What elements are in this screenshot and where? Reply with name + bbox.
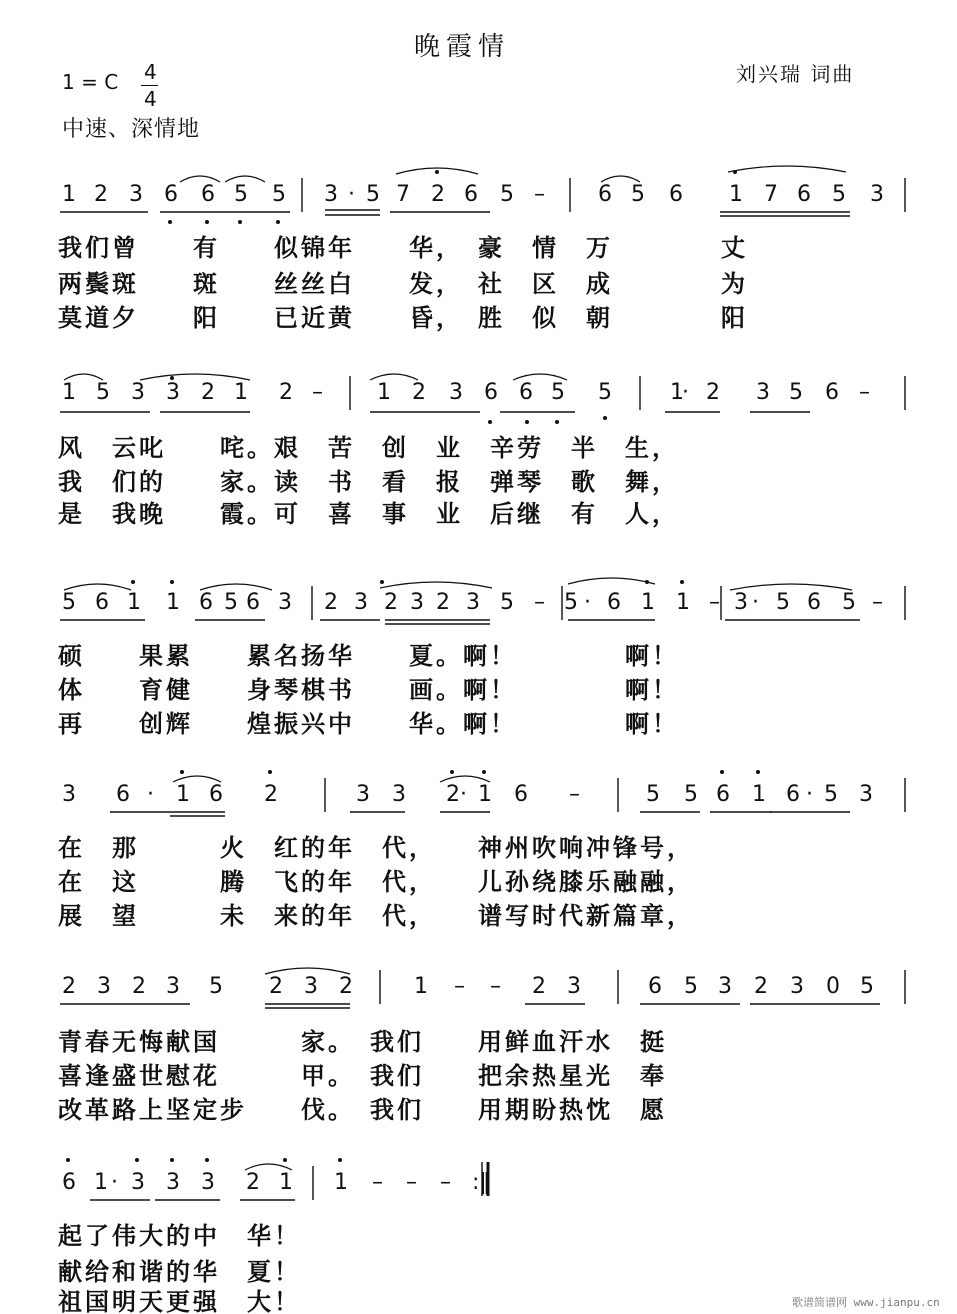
note: 6	[209, 782, 223, 807]
note: 3	[410, 590, 424, 615]
note: 2	[62, 974, 76, 999]
dash-mark: –	[709, 590, 720, 615]
note: 6	[484, 380, 498, 405]
note: 6	[669, 182, 683, 207]
note: 5	[776, 590, 790, 615]
note: 6	[519, 380, 533, 405]
note: 2	[279, 380, 293, 405]
slur	[380, 582, 492, 588]
octave-dot	[170, 580, 174, 584]
note: 2	[94, 182, 108, 207]
note: 2	[201, 380, 215, 405]
dash-mark: –	[406, 1170, 417, 1195]
lyric-line: 我 们的 家。读 书 看 报 弹琴 歌 舞，	[58, 468, 679, 496]
lyric-line: 体 育健 身琴棋书 画。啊！ 啊！	[58, 676, 679, 704]
note: 3	[859, 782, 873, 807]
octave-dot	[482, 770, 486, 774]
note: 3	[131, 1170, 145, 1195]
dot-mark: ·	[806, 782, 813, 807]
note: 3	[97, 974, 111, 999]
note: 2	[132, 974, 146, 999]
dash-mark: –	[440, 1170, 451, 1195]
slur	[440, 776, 490, 782]
slur	[265, 968, 350, 974]
octave-dot	[680, 580, 684, 584]
note: 3	[356, 782, 370, 807]
dot-mark: ·	[682, 380, 689, 405]
octave-dot	[170, 376, 174, 380]
note: 1	[127, 590, 141, 615]
note: 1	[670, 380, 684, 405]
note: 1	[752, 782, 766, 807]
key-signature: 1 = C	[62, 70, 119, 94]
note: 5	[631, 182, 645, 207]
lyric-line: 硕 果累 累名扬华 夏。啊！ 啊！	[58, 642, 679, 670]
note: 1	[62, 182, 76, 207]
lyric-line: 在 这 腾 飞的年 代， 儿孙绕膝乐融融，	[58, 868, 694, 896]
slur	[568, 578, 655, 584]
note: 1	[94, 1170, 108, 1195]
note: 6	[116, 782, 130, 807]
dot-mark: ·	[147, 782, 154, 807]
note: 1	[414, 974, 428, 999]
note: 5	[224, 590, 238, 615]
note: 3	[62, 782, 76, 807]
dot-mark: ·	[460, 782, 467, 807]
author-credit: 刘兴瑞 词曲	[736, 62, 855, 86]
note: 3	[278, 590, 292, 615]
octave-dot	[205, 220, 209, 224]
octave-dot	[168, 220, 172, 224]
note: 1	[729, 182, 743, 207]
note: 5	[551, 380, 565, 405]
time-numerator: 4	[144, 60, 157, 84]
note: 3	[718, 974, 732, 999]
slur	[180, 176, 220, 182]
octave-dot	[135, 1158, 139, 1162]
slur	[140, 374, 250, 380]
lyric-line: 祖国明天更强 大！	[58, 1288, 301, 1314]
note: 1	[166, 590, 180, 615]
watermark: 歌谱简谱网 www.jianpu.cn	[792, 1296, 940, 1309]
lyric-line: 展 望 未 来的年 代， 谱写时代新篇章，	[58, 902, 694, 930]
octave-dot	[450, 770, 454, 774]
note: 1	[62, 380, 76, 405]
note: 1	[176, 782, 190, 807]
slur	[730, 584, 852, 590]
octave-dot	[276, 220, 280, 224]
lyric-line: 改革路上坚定步 伐。 我们 用期盼热忱 愿	[58, 1096, 667, 1124]
note: 2	[754, 974, 768, 999]
note: 3	[354, 590, 368, 615]
dash-mark: –	[372, 1170, 383, 1195]
dash-mark: –	[490, 974, 501, 999]
note: 3	[324, 182, 338, 207]
dot-mark: ·	[584, 590, 591, 615]
note: 1	[279, 1170, 293, 1195]
octave-dot	[555, 420, 559, 424]
slur	[64, 374, 103, 380]
slur	[601, 176, 640, 182]
note: 2	[412, 380, 426, 405]
dash-mark: –	[312, 380, 323, 405]
lyric-line: 再 创辉 煌振兴中 华。啊！ 啊！	[58, 710, 679, 738]
slur	[370, 374, 418, 380]
note: 3	[756, 380, 770, 405]
note: 1	[478, 782, 492, 807]
note: 5	[500, 590, 514, 615]
note: 2	[436, 590, 450, 615]
note: 6	[514, 782, 528, 807]
octave-dot	[170, 1158, 174, 1162]
note: 5	[564, 590, 578, 615]
octave-dot	[603, 416, 607, 420]
octave-dot	[733, 170, 737, 174]
note: 3	[466, 590, 480, 615]
note: 2	[446, 782, 460, 807]
slur	[225, 176, 265, 182]
note: 7	[396, 182, 410, 207]
note: 5	[789, 380, 803, 405]
note: 3	[166, 380, 180, 405]
note: 5	[209, 974, 223, 999]
octave-dot	[268, 770, 272, 774]
octave-dot	[645, 580, 649, 584]
note: 6	[598, 182, 612, 207]
dash-mark: –	[534, 182, 545, 207]
dot-mark: ·	[752, 590, 759, 615]
note: 5	[96, 380, 110, 405]
lyric-line: 起了伟大的中 华！	[58, 1222, 301, 1250]
slur	[200, 584, 272, 590]
dash-mark: –	[859, 380, 870, 405]
note: 3	[449, 380, 463, 405]
note: 2	[264, 782, 278, 807]
note: 2	[431, 182, 445, 207]
note: 3	[166, 974, 180, 999]
note: 1	[377, 380, 391, 405]
note: 1	[641, 590, 655, 615]
note: 5	[832, 182, 846, 207]
note: 7	[764, 182, 778, 207]
dot-mark: ·	[111, 1170, 118, 1195]
note: 3	[129, 182, 143, 207]
note: 5	[500, 182, 514, 207]
note: 3	[131, 380, 145, 405]
dash-mark: –	[569, 782, 580, 807]
note: 3	[201, 1170, 215, 1195]
note: 6	[95, 590, 109, 615]
note: 6	[607, 590, 621, 615]
note: 3	[392, 782, 406, 807]
note: 6	[464, 182, 478, 207]
slur	[728, 166, 846, 172]
note: 5	[598, 380, 612, 405]
note: 2	[532, 974, 546, 999]
lyric-line: 献给和谐的华 夏！	[58, 1258, 301, 1286]
note: 3	[166, 1170, 180, 1195]
note: 2	[324, 590, 338, 615]
note: 5	[366, 182, 380, 207]
note: 6	[62, 1170, 76, 1195]
octave-dot	[205, 1158, 209, 1162]
octave-dot	[66, 1158, 70, 1162]
lyric-line: 风 云叱 咤。艰 苦 创 业 辛劳 半 生，	[58, 434, 679, 462]
note: 2	[384, 590, 398, 615]
octave-dot	[720, 770, 724, 774]
note: 2	[706, 380, 720, 405]
octave-dot	[435, 170, 439, 174]
note: 1	[234, 380, 248, 405]
lyric-line: 喜逢盛世慰花 甲。 我们 把余热星光 奉	[58, 1062, 667, 1090]
note: 3	[790, 974, 804, 999]
note: 3	[734, 590, 748, 615]
tempo-marking: 中速、深情地	[62, 117, 201, 142]
note: 6	[825, 380, 839, 405]
note: 1	[676, 590, 690, 615]
note: 3	[567, 974, 581, 999]
note: 2	[339, 974, 353, 999]
note: 5	[62, 590, 76, 615]
lyric-line: 青春无悔献国 家。 我们 用鲜血汗水 挺	[58, 1028, 667, 1056]
note: 6	[199, 590, 213, 615]
note: 5	[234, 182, 248, 207]
slur	[173, 776, 221, 782]
note: 5	[824, 782, 838, 807]
octave-dot	[283, 1158, 287, 1162]
time-denominator: 4	[144, 87, 157, 111]
note: 6	[786, 782, 800, 807]
lyric-line: 两鬓斑 斑 丝丝白 发， 社 区 成 为	[58, 270, 748, 298]
lyric-line: 我们曾 有 似锦年 华， 豪 情 万 丈	[58, 234, 748, 262]
note: 6	[648, 974, 662, 999]
note: 1	[334, 1170, 348, 1195]
octave-dot	[488, 420, 492, 424]
repeat-end: :‖	[472, 1170, 491, 1195]
note: 6	[807, 590, 821, 615]
note: 6	[164, 182, 178, 207]
note: 2	[246, 1170, 260, 1195]
note: 6	[716, 782, 730, 807]
octave-dot	[380, 580, 384, 584]
octave-dot	[756, 770, 760, 774]
dash-mark: –	[872, 590, 883, 615]
note: 6	[201, 182, 215, 207]
octave-dot	[180, 770, 184, 774]
note: 2	[269, 974, 283, 999]
note: 5	[272, 182, 286, 207]
note: 3	[304, 974, 318, 999]
slur	[245, 1164, 292, 1170]
octave-dot	[238, 220, 242, 224]
note: 6	[246, 590, 260, 615]
octave-dot	[525, 420, 529, 424]
note: 5	[842, 590, 856, 615]
slur	[513, 374, 567, 380]
note: 5	[684, 782, 698, 807]
note: 5	[860, 974, 874, 999]
note: 6	[797, 182, 811, 207]
dash-mark: –	[454, 974, 465, 999]
note: 3	[870, 182, 884, 207]
octave-dot	[338, 1158, 342, 1162]
lyric-line: 在 那 火 红的年 代， 神州吹响冲锋号，	[58, 834, 694, 862]
note: 0	[826, 974, 840, 999]
lyric-line: 莫道夕 阳 已近黄 昏， 胜 似 朝 阳	[58, 304, 748, 332]
octave-dot	[131, 580, 135, 584]
slur	[64, 584, 131, 590]
dot-mark: ·	[348, 182, 355, 207]
lyric-line: 是 我晚 霞。可 喜 事 业 后继 有 人，	[58, 500, 679, 528]
note: 5	[684, 974, 698, 999]
note: 5	[646, 782, 660, 807]
dash-mark: –	[534, 590, 545, 615]
song-title: 晚霞情	[414, 32, 511, 62]
